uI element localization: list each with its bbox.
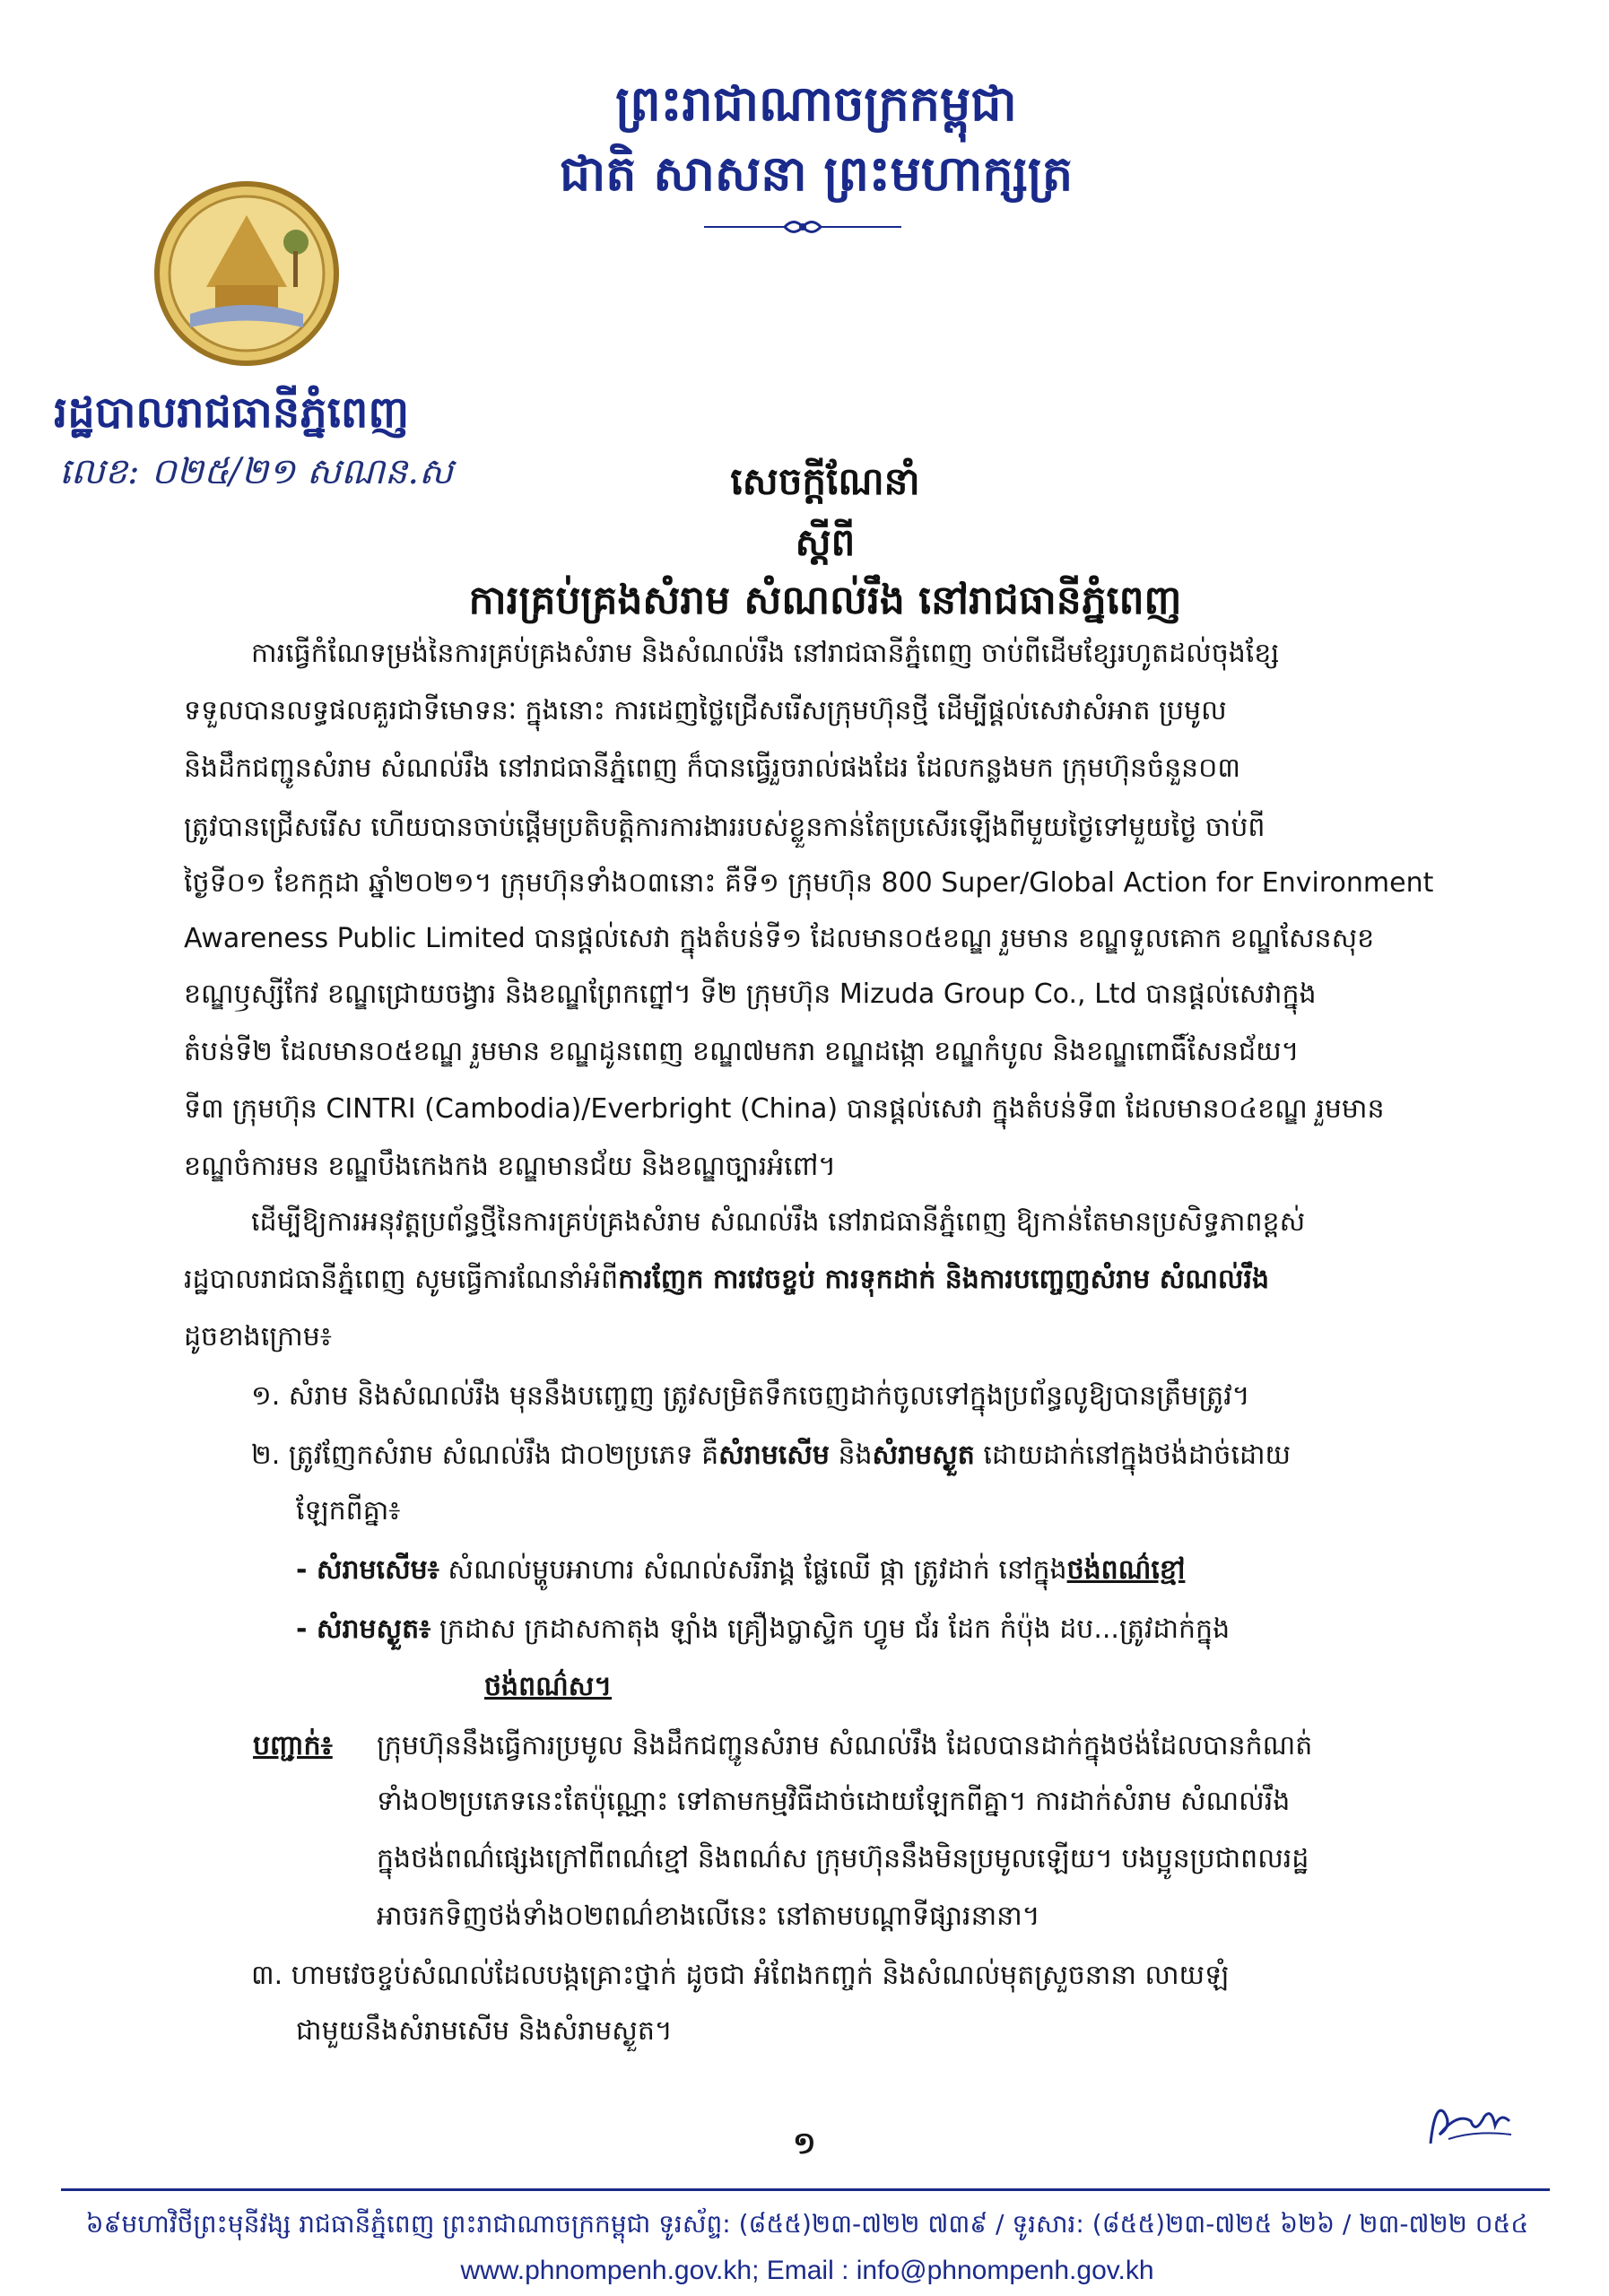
document-subtitle: ស្តីពី bbox=[795, 520, 856, 564]
document-topic: ការគ្រប់គ្រងសំរាម សំណល់រឹង នៅរាជធានីភ្នំពេញ bbox=[468, 578, 1182, 623]
list-item-continuation: ឡែកពីគ្នា៖ bbox=[296, 1495, 401, 1526]
paragraph-line: ដូចខាងក្រោម៖ bbox=[184, 1321, 332, 1352]
reference-number: លេខ: ០២៥/២១ សណន.ស bbox=[59, 451, 454, 492]
paragraph-line: ថ្ងៃទី០១ ខែកក្កដា ឆ្នាំ២០២១។ ក្រុមហ៊ុនទាំង០៣នោះ គឺទី១ ក្រុមហ៊ុន 800 Super/Global Action for Environment bbox=[184, 867, 1434, 899]
document-title: សេចក្តីណែនាំ bbox=[730, 459, 920, 503]
footer-address: ៦៩មហាវិថីព្រះមុនីវង្ស រាជធានីភ្នំពេញ ព្រះរាជាណាចក្រកម្ពុជា ទូរស័ព្ទ: (៨៥៥)២៣-៧២២ ៧៣៩ / ទូរសារ: (៨៥៥)២៣-៧២៥ ៦២៦ / ២៣-៧២២ ០៥៤ bbox=[85, 2209, 1529, 2239]
note-label: បញ្ជាក់៖ bbox=[253, 1730, 333, 1761]
note-line: ក្នុងថង់ពណ៌ផ្សេងក្រៅពីពណ៌ខ្មៅ និងពណ៌ស ក្រុមហ៊ុននឹងមិនប្រមូលឡើយ។ បងប្អូនប្រជាពលរដ្ឋ bbox=[377, 1843, 1309, 1874]
administration-name: រដ្ឋបាលរាជធានីភ្នំពេញ bbox=[54, 387, 410, 438]
footer-contact: www.phnompenh.gov.kh; Email : info@phnompenh.gov.kh bbox=[460, 2256, 1154, 2285]
dry-waste-label: - សំរាមស្ងួត៖ bbox=[296, 1613, 431, 1645]
paragraph-line: ត្រូវបានជ្រើសរើស ហើយបានចាប់ផ្តើមប្រតិបត្តិការការងាររបស់ខ្លួនកាន់តែប្រសើរឡើងពីមួយថ្ងៃទៅមួយថ្ងៃ ចាប់ពី bbox=[184, 812, 1265, 843]
paragraph-line: ខណ្ឌចំការមន ខណ្ឌបឹងកេងកង ខណ្ឌមានជ័យ និងខណ្ឌច្បារអំពៅ។ bbox=[184, 1151, 837, 1182]
list-item: ៣. ហាមវេចខ្ចប់សំណល់ដែលបង្កគ្រោះថ្នាក់ ដូចជា អំពែងកញ្ចក់ និងសំណល់មុតស្រួចនានា លាយឡំ bbox=[251, 1960, 1230, 1991]
paragraph-text: រដ្ឋបាលរាជធានីភ្នំពេញ សូមធ្វើការណែនាំអំពី bbox=[184, 1264, 619, 1295]
paragraph-line: ការធ្វើកំណែទម្រង់នៃការគ្រប់គ្រងសំរាម និងសំណល់រឹង នៅរាជធានីភ្នំពេញ ចាប់ពីដើមខ្សែរហូតដល់ចុងខ្សែ bbox=[251, 638, 1280, 669]
wet-waste-item bbox=[296, 1555, 1185, 1586]
emphasis-text: ការញែក ការវេចខ្ចប់ ការទុកដាក់ និងការបញ្ចេញសំរាម សំណល់រឹង bbox=[618, 1264, 1270, 1295]
white-bag-label: ថង់ពណ៌ស។ bbox=[484, 1671, 613, 1702]
paragraph-line bbox=[184, 1265, 1269, 1295]
list-text: និង bbox=[829, 1439, 873, 1471]
paragraph-line: និងដឹកជញ្ជូនសំរាម សំណល់រឹង នៅរាជធានីភ្នំពេញ ក៏បានធ្វើរួចរាល់ផងដែរ ដែលកន្លងមក ក្រុមហ៊ុនចំនួន០៣ bbox=[184, 752, 1240, 784]
list-text: ២. ត្រូវញែកសំរាម សំណល់រឹង ជា០២ប្រភេទ គឺ bbox=[251, 1439, 719, 1471]
list-item-continuation: ជាមួយនឹងសំរាមសើម និងសំរាមស្ងួត។ bbox=[296, 2015, 673, 2047]
note-line: ក្រុមហ៊ុននឹងធ្វើការប្រមូល និងដឹកជញ្ជូនសំរាម សំណល់រឹង ដែលបានដាក់ក្នុងថង់ដែលបានកំណត់ bbox=[377, 1730, 1313, 1761]
dry-waste-text: ក្រដាស ក្រដាសកាតុង ឡាំង គ្រឿងប្លាស្ទិក ហ្វូម ជ័រ ដែក កំប៉ុង ដប...ត្រូវដាក់ក្នុង bbox=[431, 1613, 1231, 1645]
phnom-penh-seal-icon bbox=[152, 179, 341, 368]
paragraph-line: ខណ្ឌឫស្សីកែវ ខណ្ឌជ្រោយចង្វារ និងខណ្ឌព្រែកព្នៅ។ ទី២ ក្រុមហ៊ុន Mizuda Group Co., Ltd បានផ្តល់សេវាក្នុង bbox=[184, 978, 1317, 1010]
footer-divider bbox=[61, 2188, 1550, 2191]
wet-waste-label: - សំរាមសើម៖ bbox=[296, 1554, 439, 1586]
wet-waste-term: សំរាមសើម bbox=[718, 1439, 830, 1471]
handwritten-signature-icon bbox=[1422, 2094, 1520, 2157]
paragraph-line: Awareness Public Limited បានផ្តល់សេវា ក្នុងតំបន់ទី១ ដែលមាន០៥ខណ្ឌ រួមមាន ខណ្ឌទួលគោក ខណ្ឌសែនសុខ bbox=[184, 923, 1375, 954]
kingdom-title: ព្រះរាជាណាចក្រកម្ពុជា bbox=[615, 75, 1017, 132]
note-line: ទាំង០២ប្រភេទនេះតែប៉ុណ្ណោះ ទៅតាមកម្មវិធីដាច់ដោយឡែកពីគ្នា។ ការដាក់សំរាម សំណល់រឹង bbox=[377, 1786, 1291, 1817]
ornament-divider-icon bbox=[700, 215, 906, 239]
paragraph-line: តំបន់ទី២ ដែលមាន០៥ខណ្ឌ រួមមាន ខណ្ឌដូនពេញ ខណ្ឌ៧មករា ខណ្ឌដង្កោ ខណ្ឌកំបូល និងខណ្ឌពោធិ៍សែនជ័យ។ bbox=[184, 1036, 1300, 1067]
paragraph-line: ដើម្បីឱ្យការអនុវត្តប្រព័ន្ធថ្មីនៃការគ្រប់គ្រងសំរាម សំណល់រឹង នៅរាជធានីភ្នំពេញ ឱ្យកាន់តែមានប្រសិទ្ធភាពខ្ពស់ bbox=[251, 1206, 1306, 1238]
list-item bbox=[251, 1440, 1291, 1471]
black-bag-label: ថង់ពណ៌ខ្មៅ bbox=[1066, 1554, 1186, 1586]
paragraph-line: ទទួលបានលទ្ធផលគួរជាទីមោទនៈ ក្នុងនោះ ការដេញថ្លៃជ្រើសរើសក្រុមហ៊ុនថ្មី ដើម្បីផ្តល់សេវាសំអាត ប្រមូល bbox=[184, 695, 1227, 726]
page-number: ១ bbox=[793, 2126, 816, 2161]
list-text: ដោយដាក់នៅក្នុងថង់ដាច់ដោយ bbox=[974, 1439, 1292, 1471]
wet-waste-text: សំណល់ម្ហូបអាហារ សំណល់សរីរាង្គ ផ្លែឈើ ផ្កា ត្រូវដាក់ នៅក្នុង bbox=[439, 1554, 1067, 1586]
dry-waste-item bbox=[296, 1614, 1230, 1645]
nation-motto: ជាតិ សាសនា ព្រះមហាក្សត្រ bbox=[559, 145, 1074, 202]
note-line: អាចរកទិញថង់ទាំង០២ពណ៌ខាងលើនេះ នៅតាមបណ្តាទីផ្សារនានា។ bbox=[377, 1900, 1040, 1932]
dry-waste-term: សំរាមស្ងួត bbox=[872, 1439, 975, 1471]
list-item: ១. សំរាម និងសំណល់រឹង មុននឹងបញ្ចេញ ត្រូវសម្រិតទឹកចេញដាក់ចូលទៅក្នុងប្រព័ន្ធលូឱ្យបានត្រឹមត្រូវ។ bbox=[251, 1380, 1250, 1412]
paragraph-line: ទី៣ ក្រុមហ៊ុន CINTRI (Cambodia)/Everbright (China) បានផ្តល់សេវា ក្នុងតំបន់ទី៣ ដែលមាន០៤ខណ្ឌ រួមមាន bbox=[184, 1093, 1385, 1125]
